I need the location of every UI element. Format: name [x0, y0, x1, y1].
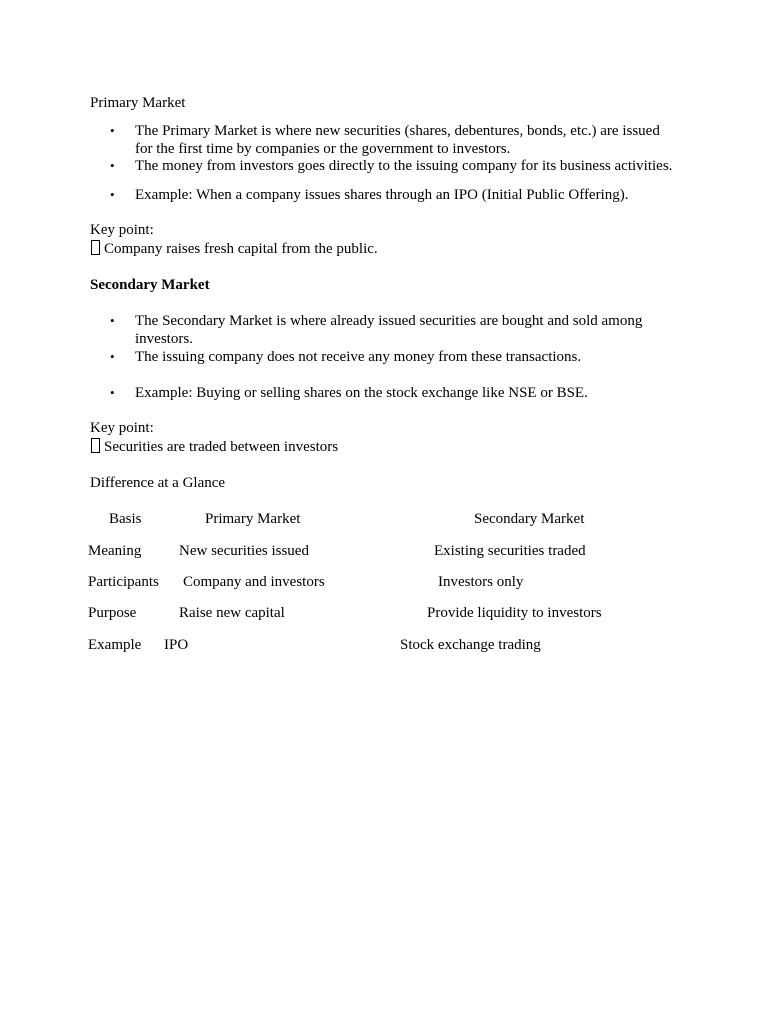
bullet-icon: • [110, 349, 115, 364]
table-cell-primary: Company and investors [183, 574, 325, 590]
secondary-market-heading: Secondary Market [90, 277, 210, 293]
table-cell-basis: Meaning [88, 543, 142, 559]
bullet-text: The Primary Market is where new securities (shares, debentures, bonds, etc.) are issued for the first time by companies or the government to investors. [135, 123, 660, 157]
table-cell-basis: Purpose [88, 605, 137, 621]
primary-key-point-text: Company raises fresh capital from the public. [104, 241, 378, 257]
table-cell-basis: Participants [88, 574, 159, 590]
bullet-icon: • [110, 187, 115, 202]
primary-key-point [90, 240, 378, 258]
bullet-icon: • [110, 123, 115, 138]
list-item [90, 348, 690, 366]
table-cell-primary: Raise new capital [179, 605, 285, 621]
bullet-text: The issuing company does not receive any money from these transactions. [135, 349, 582, 365]
bullet-icon: • [110, 313, 115, 328]
primary-market-heading: Primary Market [90, 95, 186, 111]
list-item [90, 312, 690, 348]
header-cell-secondary: Secondary Market [474, 511, 585, 527]
bullet-text: Example: Buying or selling shares on the stock exchange like NSE or BSE. [135, 385, 588, 401]
checkbox-glyph-icon [91, 438, 100, 453]
bullet-text: The money from investors goes directly to the issuing company for its business activities. [135, 158, 673, 174]
bullet-icon: • [110, 158, 115, 173]
table-cell-primary: New securities issued [179, 543, 309, 559]
secondary-key-point-text: Securities are traded between investors [104, 439, 339, 455]
list-item [90, 122, 690, 158]
table-cell-primary: IPO [164, 637, 189, 653]
table-cell-basis: Example [88, 637, 142, 653]
table-cell-secondary: Existing securities traded [434, 543, 586, 559]
list-item [90, 157, 690, 175]
table-cell-secondary: Provide liquidity to investors [427, 605, 602, 621]
bullet-icon: • [110, 385, 115, 400]
bullet-text: The Secondary Market is where already issued securities are bought and sold among investors. [135, 313, 643, 347]
difference-heading: Difference at a Glance [90, 475, 226, 491]
checkbox-glyph-icon [91, 240, 100, 255]
table-cell-secondary: Investors only [438, 574, 524, 590]
bullet-text: Example: When a company issues shares through an IPO (Initial Public Offering). [135, 187, 629, 203]
secondary-key-point-label: Key point: [90, 420, 154, 436]
primary-key-point-label: Key point: [90, 222, 154, 238]
table-cell-secondary: Stock exchange trading [400, 637, 541, 653]
header-cell-basis: Basis [109, 511, 142, 527]
list-item [90, 384, 690, 402]
list-item [90, 186, 690, 204]
header-cell-primary: Primary Market [205, 511, 301, 527]
secondary-key-point [90, 438, 338, 456]
